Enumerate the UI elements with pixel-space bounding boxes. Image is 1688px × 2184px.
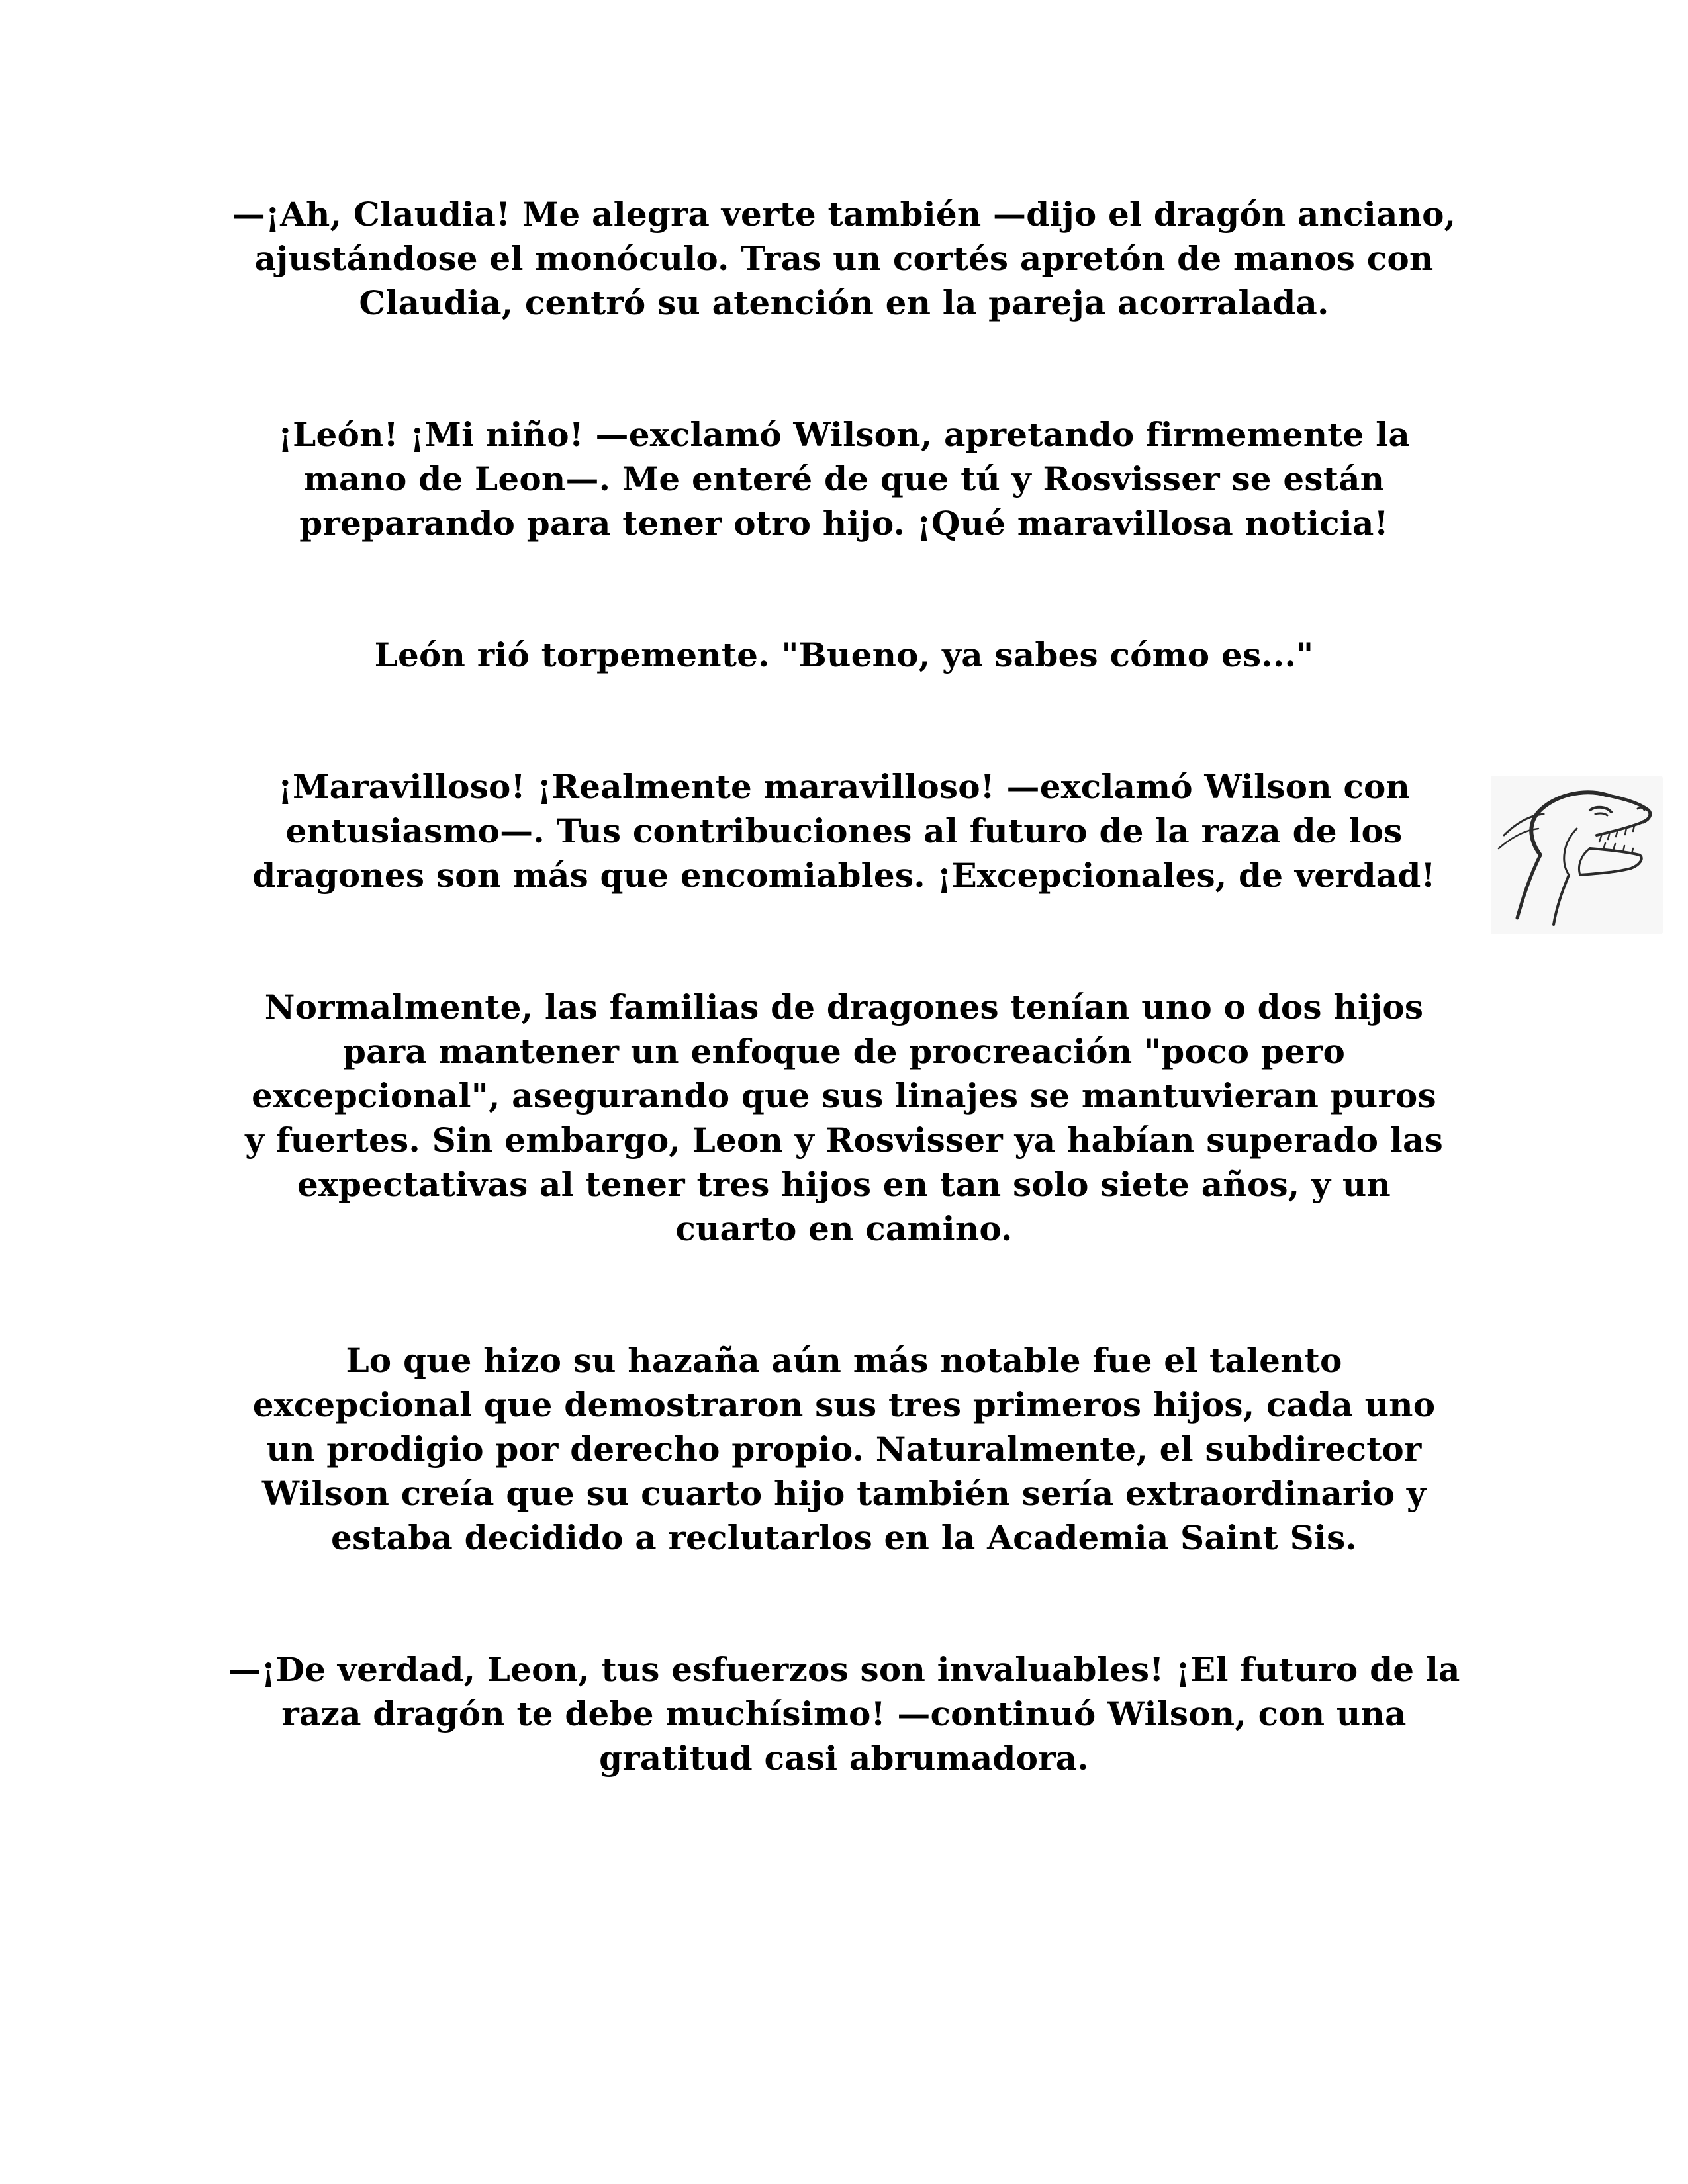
paragraph-7: —¡De verdad, Leon, tus esfuerzos son invaluables! ¡El futuro de la raza dragón te debe muchísimo! —continuó Wilson, con una gratitud casi abrumadora. [228, 1650, 1460, 1778]
paragraph-3: León rió torpemente. "Bueno, ya sabes cómo es..." [374, 635, 1314, 674]
paragraph-6: Lo que hizo su hazaña aún más notable fue el talento excepcional que demostraron sus tres primeros hijos, cada uno un prodigio por derecho propio. Naturalmente, el subdirector Wilson creía que su cuarto hijo también sería extraordinario y estaba decidido a reclutarlos en la Academia Saint Sis. [252, 1341, 1436, 1557]
paragraph-5: Normalmente, las familias de dragones tenían uno o dos hijos para mantener un enfoque de procreación "poco pero excepcional", asegurando que sus linajes se mantuvieran puros y fuertes. Sin embargo, Leon y Rosvisser ya habían superado las expectativas al tener tres hijos en tan solo siete años, y un cuarto en camino. [245, 987, 1443, 1248]
dragon-head-sketch-icon [1491, 776, 1663, 934]
paragraph-1: —¡Ah, Claudia! Me alegra verte también —dijo el dragón anciano, ajustándose el monóculo. Tras un cortés apretón de manos con Claudia, centró su atención en la pareja acorralada. [232, 195, 1456, 322]
text-body [199, 192, 1489, 1868]
paragraph-2: ¡León! ¡Mi niño! —exclamó Wilson, apretando firmemente la mano de Leon—. Me enteré de que tú y Rosvisser se están preparando para tener otro hijo. ¡Qué maravillosa noticia! [278, 415, 1410, 543]
paragraph-4: ¡Maravilloso! ¡Realmente maravilloso! —exclamó Wilson con entusiasmo—. Tus contribuciones al futuro de la raza de los dragones son más que encomiables. ¡Excepcionales, de verdad! [252, 767, 1436, 895]
